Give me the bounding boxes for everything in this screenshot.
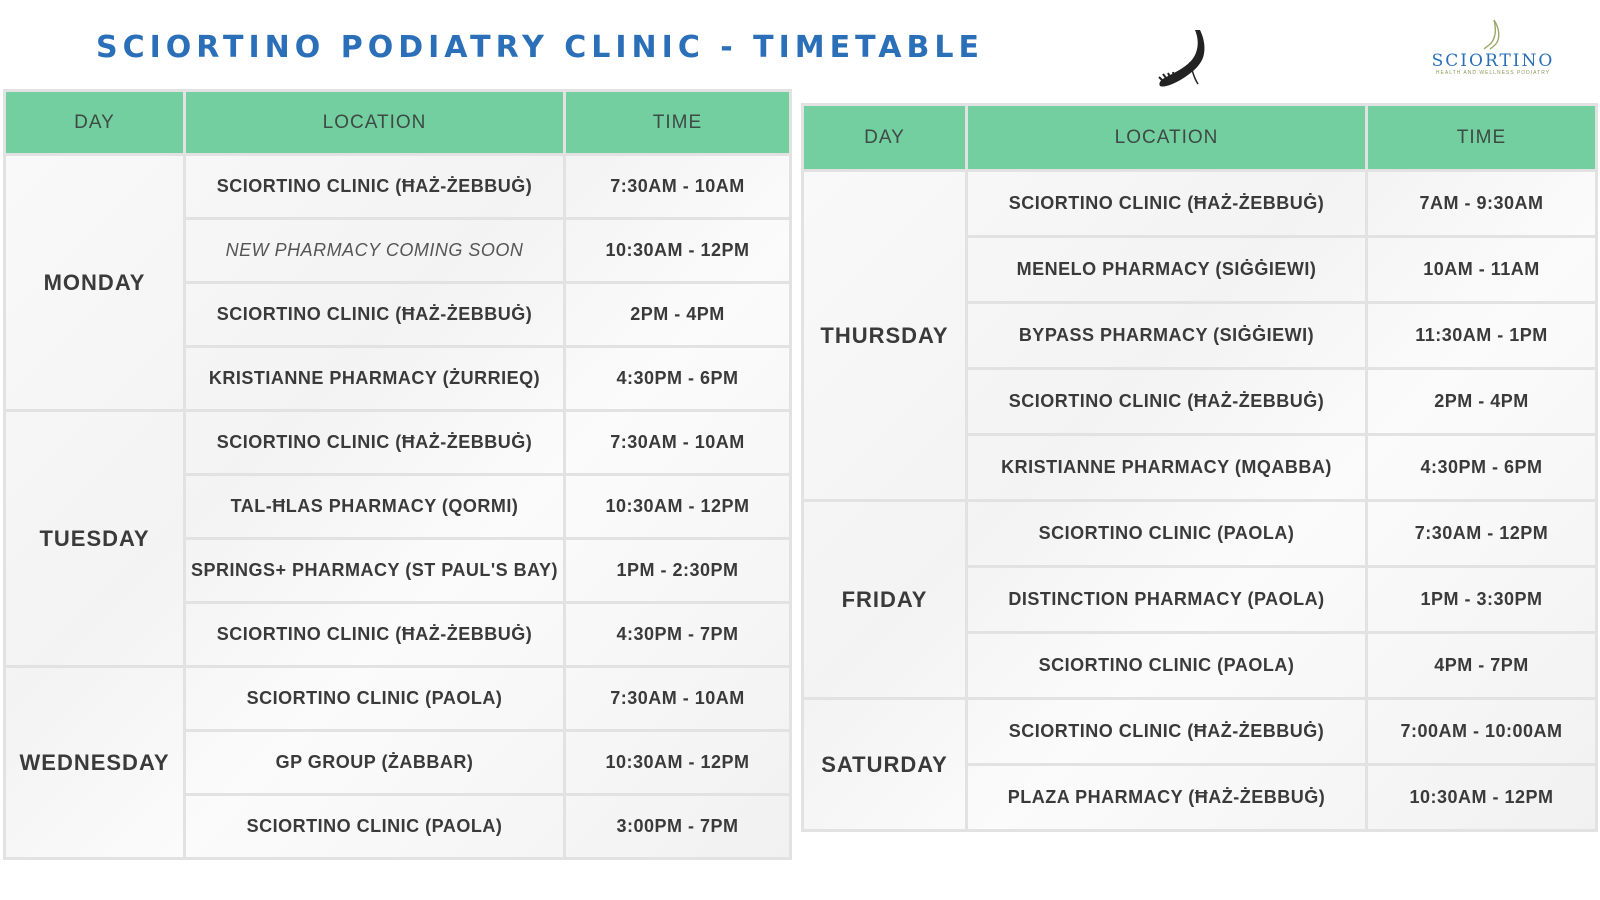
- table-row: [5, 667, 791, 731]
- location-cell: GP GROUP (ŻABBAR): [185, 731, 565, 795]
- col-header-location: LOCATION: [967, 105, 1367, 171]
- timetable-right: [801, 103, 1598, 832]
- location-cell: PLAZA PHARMACY (ĦAŻ-ŻEBBUĠ): [967, 765, 1367, 831]
- table-row: [803, 699, 1597, 765]
- location-cell: MENELO PHARMACY (SIĠĠIEWI): [967, 237, 1367, 303]
- location-cell: TAL-ĦLAS PHARMACY (QORMI): [185, 475, 565, 539]
- table-header-row: [803, 105, 1597, 171]
- location-cell: SCIORTINO CLINIC (ĦAŻ-ŻEBBUĠ): [185, 283, 565, 347]
- location-cell: SCIORTINO CLINIC (ĦAŻ-ŻEBBUĠ): [185, 411, 565, 475]
- location-cell: KRISTIANNE PHARMACY (MQABBA): [967, 435, 1367, 501]
- time-cell: 11:30AM - 1PM: [1367, 303, 1597, 369]
- foot-icon: [1150, 22, 1220, 92]
- col-header-time: TIME: [1367, 105, 1597, 171]
- brand-name: SCIORTINO: [1431, 51, 1555, 71]
- table-row: [803, 501, 1597, 567]
- day-saturday: SATURDAY: [803, 699, 967, 831]
- location-cell: NEW PHARMACY COMING SOON: [185, 219, 565, 283]
- location-cell: SCIORTINO CLINIC (ĦAŻ-ŻEBBUĠ): [967, 369, 1367, 435]
- time-cell: 7:30AM - 10AM: [565, 667, 791, 731]
- day-wednesday: WEDNESDAY: [5, 667, 185, 859]
- col-header-day: DAY: [803, 105, 967, 171]
- location-cell: SCIORTINO CLINIC (ĦAŻ-ŻEBBUĠ): [967, 699, 1367, 765]
- table-header-row: [5, 91, 791, 155]
- time-cell: 10:30AM - 12PM: [1367, 765, 1597, 831]
- time-cell: 3:00PM - 7PM: [565, 795, 791, 859]
- time-cell: 10AM - 11AM: [1367, 237, 1597, 303]
- col-header-location: LOCATION: [185, 91, 565, 155]
- day-tuesday: TUESDAY: [5, 411, 185, 667]
- time-cell: 10:30AM - 12PM: [565, 475, 791, 539]
- location-cell: SCIORTINO CLINIC (ĦAŻ-ŻEBBUĠ): [185, 155, 565, 219]
- time-cell: 1PM - 2:30PM: [565, 539, 791, 603]
- time-cell: 4:30PM - 6PM: [565, 347, 791, 411]
- time-cell: 10:30AM - 12PM: [565, 219, 791, 283]
- time-cell: 7AM - 9:30AM: [1367, 171, 1597, 237]
- table-row: [5, 411, 791, 475]
- time-cell: 4:30PM - 6PM: [1367, 435, 1597, 501]
- table-row: [803, 171, 1597, 237]
- table-row: [5, 155, 791, 219]
- time-cell: 7:30AM - 12PM: [1367, 501, 1597, 567]
- location-cell: BYPASS PHARMACY (SIĠĠIEWI): [967, 303, 1367, 369]
- time-cell: 2PM - 4PM: [1367, 369, 1597, 435]
- day-monday: MONDAY: [5, 155, 185, 411]
- col-header-time: TIME: [565, 91, 791, 155]
- brand-tagline: HEALTH AND WELLNESS PODIATRY: [1435, 70, 1551, 76]
- time-cell: 2PM - 4PM: [565, 283, 791, 347]
- page-title: SCIORTINO PODIATRY CLINIC - TIMETABLE: [96, 30, 984, 65]
- location-cell: SCIORTINO CLINIC (ĦAŻ-ŻEBBUĠ): [185, 603, 565, 667]
- brand-foot-icon: [1478, 18, 1508, 52]
- time-cell: 4PM - 7PM: [1367, 633, 1597, 699]
- location-cell: SCIORTINO CLINIC (PAOLA): [967, 501, 1367, 567]
- brand-logo: [1428, 18, 1558, 88]
- location-cell: SCIORTINO CLINIC (PAOLA): [967, 633, 1367, 699]
- time-cell: 7:30AM - 10AM: [565, 155, 791, 219]
- day-friday: FRIDAY: [803, 501, 967, 699]
- time-cell: 7:30AM - 10AM: [565, 411, 791, 475]
- time-cell: 1PM - 3:30PM: [1367, 567, 1597, 633]
- location-cell: DISTINCTION PHARMACY (PAOLA): [967, 567, 1367, 633]
- col-header-day: DAY: [5, 91, 185, 155]
- day-thursday: THURSDAY: [803, 171, 967, 501]
- time-cell: 10:30AM - 12PM: [565, 731, 791, 795]
- time-cell: 7:00AM - 10:00AM: [1367, 699, 1597, 765]
- time-cell: 4:30PM - 7PM: [565, 603, 791, 667]
- location-cell: SCIORTINO CLINIC (PAOLA): [185, 667, 565, 731]
- location-cell: SCIORTINO CLINIC (ĦAŻ-ŻEBBUĠ): [967, 171, 1367, 237]
- timetable-left: [3, 89, 792, 860]
- location-cell: KRISTIANNE PHARMACY (ŻURRIEQ): [185, 347, 565, 411]
- location-cell: SCIORTINO CLINIC (PAOLA): [185, 795, 565, 859]
- location-cell: SPRINGS+ PHARMACY (ST PAUL'S BAY): [185, 539, 565, 603]
